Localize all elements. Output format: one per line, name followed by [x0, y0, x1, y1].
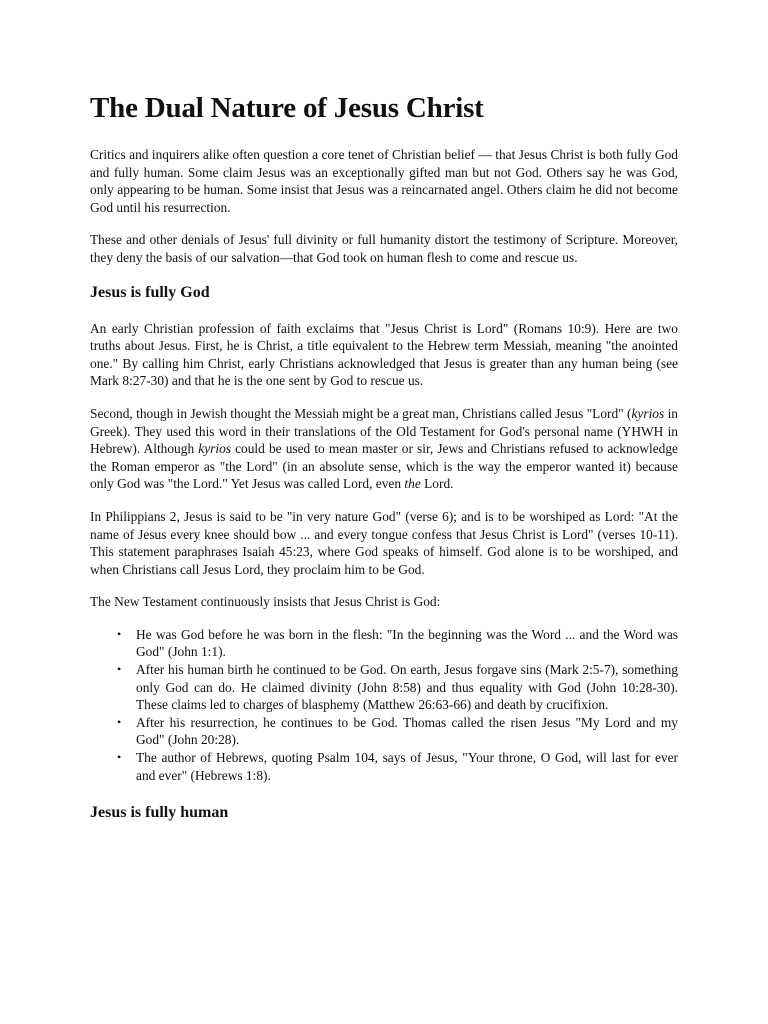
- paragraph-nt-insists: The New Testament continuously insists that Jesus Christ is God:: [90, 594, 441, 610]
- document-page: [90, 88, 678, 840]
- italic-term-kyrios: kyrios: [631, 405, 665, 421]
- text-run: could be used to mean master or sir, Jews and Christians refused to acknowledge the Roman emperor as "the Lord" (in an absolute sense, which is the way the emperor wanted it) because only God was "the Lord." Yet Jesus was called Lord, even: [90, 441, 678, 492]
- text-run: in Greek). They used this word in their translations of the Old Testament for God's personal name (YHWH in Hebrew). Although: [90, 405, 678, 457]
- section-heading-fully-god: Jesus is fully God: [90, 283, 210, 301]
- list-item-text: After his human birth he continued to be God. On earth, Jesus forgave sins (Mark 2:5-7), something only God can do. He claimed divinity (John 8:58) and thus equality with God (John 10:28-30). These claims led to charges of blasphemy (Matthew 26:63-66) and death by crucifixion.: [136, 662, 678, 713]
- list-item-text: He was God before he was born in the flesh: "In the beginning was the Word ... and the Word was God" (John 1:1).: [136, 626, 678, 660]
- italic-term-the: the: [404, 476, 421, 492]
- section-heading-fully-human: Jesus is fully human: [90, 804, 229, 822]
- list-item-text: After his resurrection, he continues to be God. Thomas called the risen Jesus "My Lord and my God" (John 20:28).: [136, 714, 678, 748]
- bullet-icon: •: [117, 750, 122, 765]
- paragraph-lord-profession: An early Christian profession of faith exclaims that "Jesus Christ is Lord" (Romans 10:9). Here are two truths about Jesus. First, he is Christ, a title equivalent to the Hebrew term Messiah, meaning "the anointed one." By calling him Christ, early Christians acknowledged that Jesus is greater than any human being (see Mark 8:27-30) and that he is the one sent by God to rescue us.: [90, 320, 678, 389]
- paragraph-kyrios: [90, 405, 678, 493]
- intro-paragraph-2: These and other denials of Jesus' full divinity or full humanity distort the testimony of Scripture. Moreover, they deny the basis of our salvation—that God took on human flesh to come and rescue us.: [90, 232, 678, 265]
- intro-paragraph-1: Critics and inquirers alike often question a core tenet of Christian belief — that Jesus Christ is both fully God and fully human. Some claim Jesus was an exceptionally gifted man but not God. Others say he was God, only appearing to be human. Some insist that Jesus was a reincarnated angel. Others claim he did not become God until his resurrection.: [90, 147, 678, 215]
- bullet-icon: •: [117, 662, 122, 677]
- bullet-icon: •: [117, 714, 122, 729]
- document-title: The Dual Nature of Jesus Christ: [90, 92, 484, 124]
- bullet-list: [90, 626, 678, 784]
- list-item: [117, 661, 678, 714]
- text-run: Second, though in Jewish thought the Messiah might be a great man, Christians called Jesus "Lord" (: [90, 405, 632, 421]
- list-item: [117, 714, 678, 749]
- paragraph-philippians: In Philippians 2, Jesus is said to be "in very nature God" (verse 6); and is to be worshiped as Lord: "At the name of Jesus every knee should bow ... and every tongue confess that Jesus Christ is Lord" (verses 10-11). This statement paraphrases Isaiah 45:23, where God speaks of himself. God alone is to be worshiped, and when Christians call Jesus Lord, they proclaim him to be God.: [90, 508, 678, 577]
- list-item-text: The author of Hebrews, quoting Psalm 104, says of Jesus, "Your throne, O God, will last for ever and ever" (Hebrews 1:8).: [136, 750, 678, 783]
- italic-term-kyrios: kyrios: [198, 441, 231, 457]
- list-item: [117, 626, 678, 661]
- text-run: Lord.: [420, 476, 454, 492]
- list-item: [117, 749, 678, 784]
- bullet-icon: •: [117, 626, 122, 641]
